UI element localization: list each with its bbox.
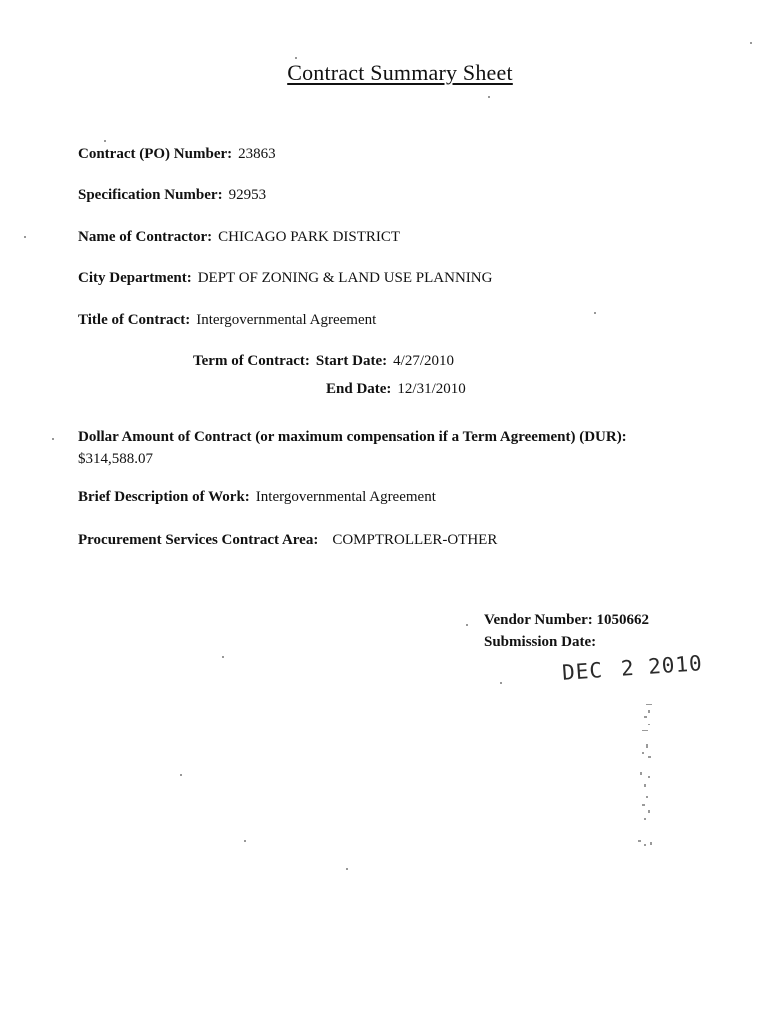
stamp-month: DEC — [561, 658, 604, 685]
city-department-row — [78, 270, 492, 287]
term-start-row — [193, 353, 454, 370]
scan-speck — [500, 682, 502, 684]
received-date-stamp — [561, 651, 703, 685]
contract-number-label: Contract (PO) Number: — [78, 146, 233, 162]
specification-number-value: 92953 — [228, 187, 267, 203]
dollar-amount-label-row — [78, 429, 633, 446]
faint-stamp-marks — [636, 700, 658, 853]
contractor-name-value: CHICAGO PARK DISTRICT — [218, 229, 401, 245]
faint-stamp-svg — [636, 700, 658, 850]
scan-speck — [750, 42, 752, 44]
contract-title-row — [78, 312, 376, 329]
contract-number-row — [78, 146, 276, 163]
contract-area-value: COMPTROLLER-OTHER — [332, 532, 498, 548]
scan-speck — [24, 236, 26, 238]
scan-speck — [104, 140, 106, 142]
scan-speck — [594, 312, 596, 314]
contract-area-label: Procurement Services Contract Area: — [78, 532, 319, 548]
scan-speck — [180, 774, 182, 776]
submission-date-row — [484, 634, 596, 651]
start-date-value: 4/27/2010 — [393, 353, 454, 369]
end-date-label: End Date: — [326, 381, 392, 397]
dollar-amount-value-row — [78, 451, 153, 468]
scan-speck — [466, 624, 468, 626]
dollar-amount-label: Dollar Amount of Contract (or maximum compensation if a Term Agreement) (DUR): — [78, 429, 627, 445]
city-department-value: DEPT OF ZONING & LAND USE PLANNING — [197, 270, 493, 286]
specification-number-row — [78, 187, 266, 204]
scan-speck — [244, 840, 246, 842]
stamp-day: 2 — [620, 655, 636, 681]
contractor-name-row — [78, 229, 400, 246]
scan-speck — [222, 656, 224, 658]
contract-title-label: Title of Contract: — [78, 312, 191, 328]
contract-area-row — [78, 532, 497, 549]
vendor-number-label: Vendor Number: — [484, 612, 593, 628]
scan-speck — [346, 868, 348, 870]
vendor-number-row — [484, 612, 649, 629]
vendor-number-value: 1050662 — [596, 612, 650, 628]
city-department-label: City Department: — [78, 270, 192, 286]
scan-speck — [488, 96, 490, 98]
description-label: Brief Description of Work: — [78, 489, 250, 505]
scan-speck — [52, 438, 54, 440]
description-row — [78, 489, 436, 506]
submission-date-label: Submission Date: — [484, 634, 597, 650]
contract-number-value: 23863 — [238, 146, 276, 162]
end-date-value: 12/31/2010 — [397, 381, 466, 397]
page-title: Contract Summary Sheet — [287, 60, 513, 85]
scan-speck — [295, 57, 297, 59]
contract-title-value: Intergovernmental Agreement — [196, 312, 377, 328]
description-value: Intergovernmental Agreement — [255, 489, 436, 505]
start-date-label: Start Date: — [315, 353, 388, 369]
specification-number-label: Specification Number: — [78, 187, 223, 203]
term-end-row — [326, 381, 466, 398]
dollar-amount-value: $314,588.07 — [78, 451, 153, 467]
stamp-year: 2010 — [647, 651, 704, 679]
term-label: Term of Contract: — [193, 353, 310, 369]
contractor-name-label: Name of Contractor: — [78, 229, 213, 245]
